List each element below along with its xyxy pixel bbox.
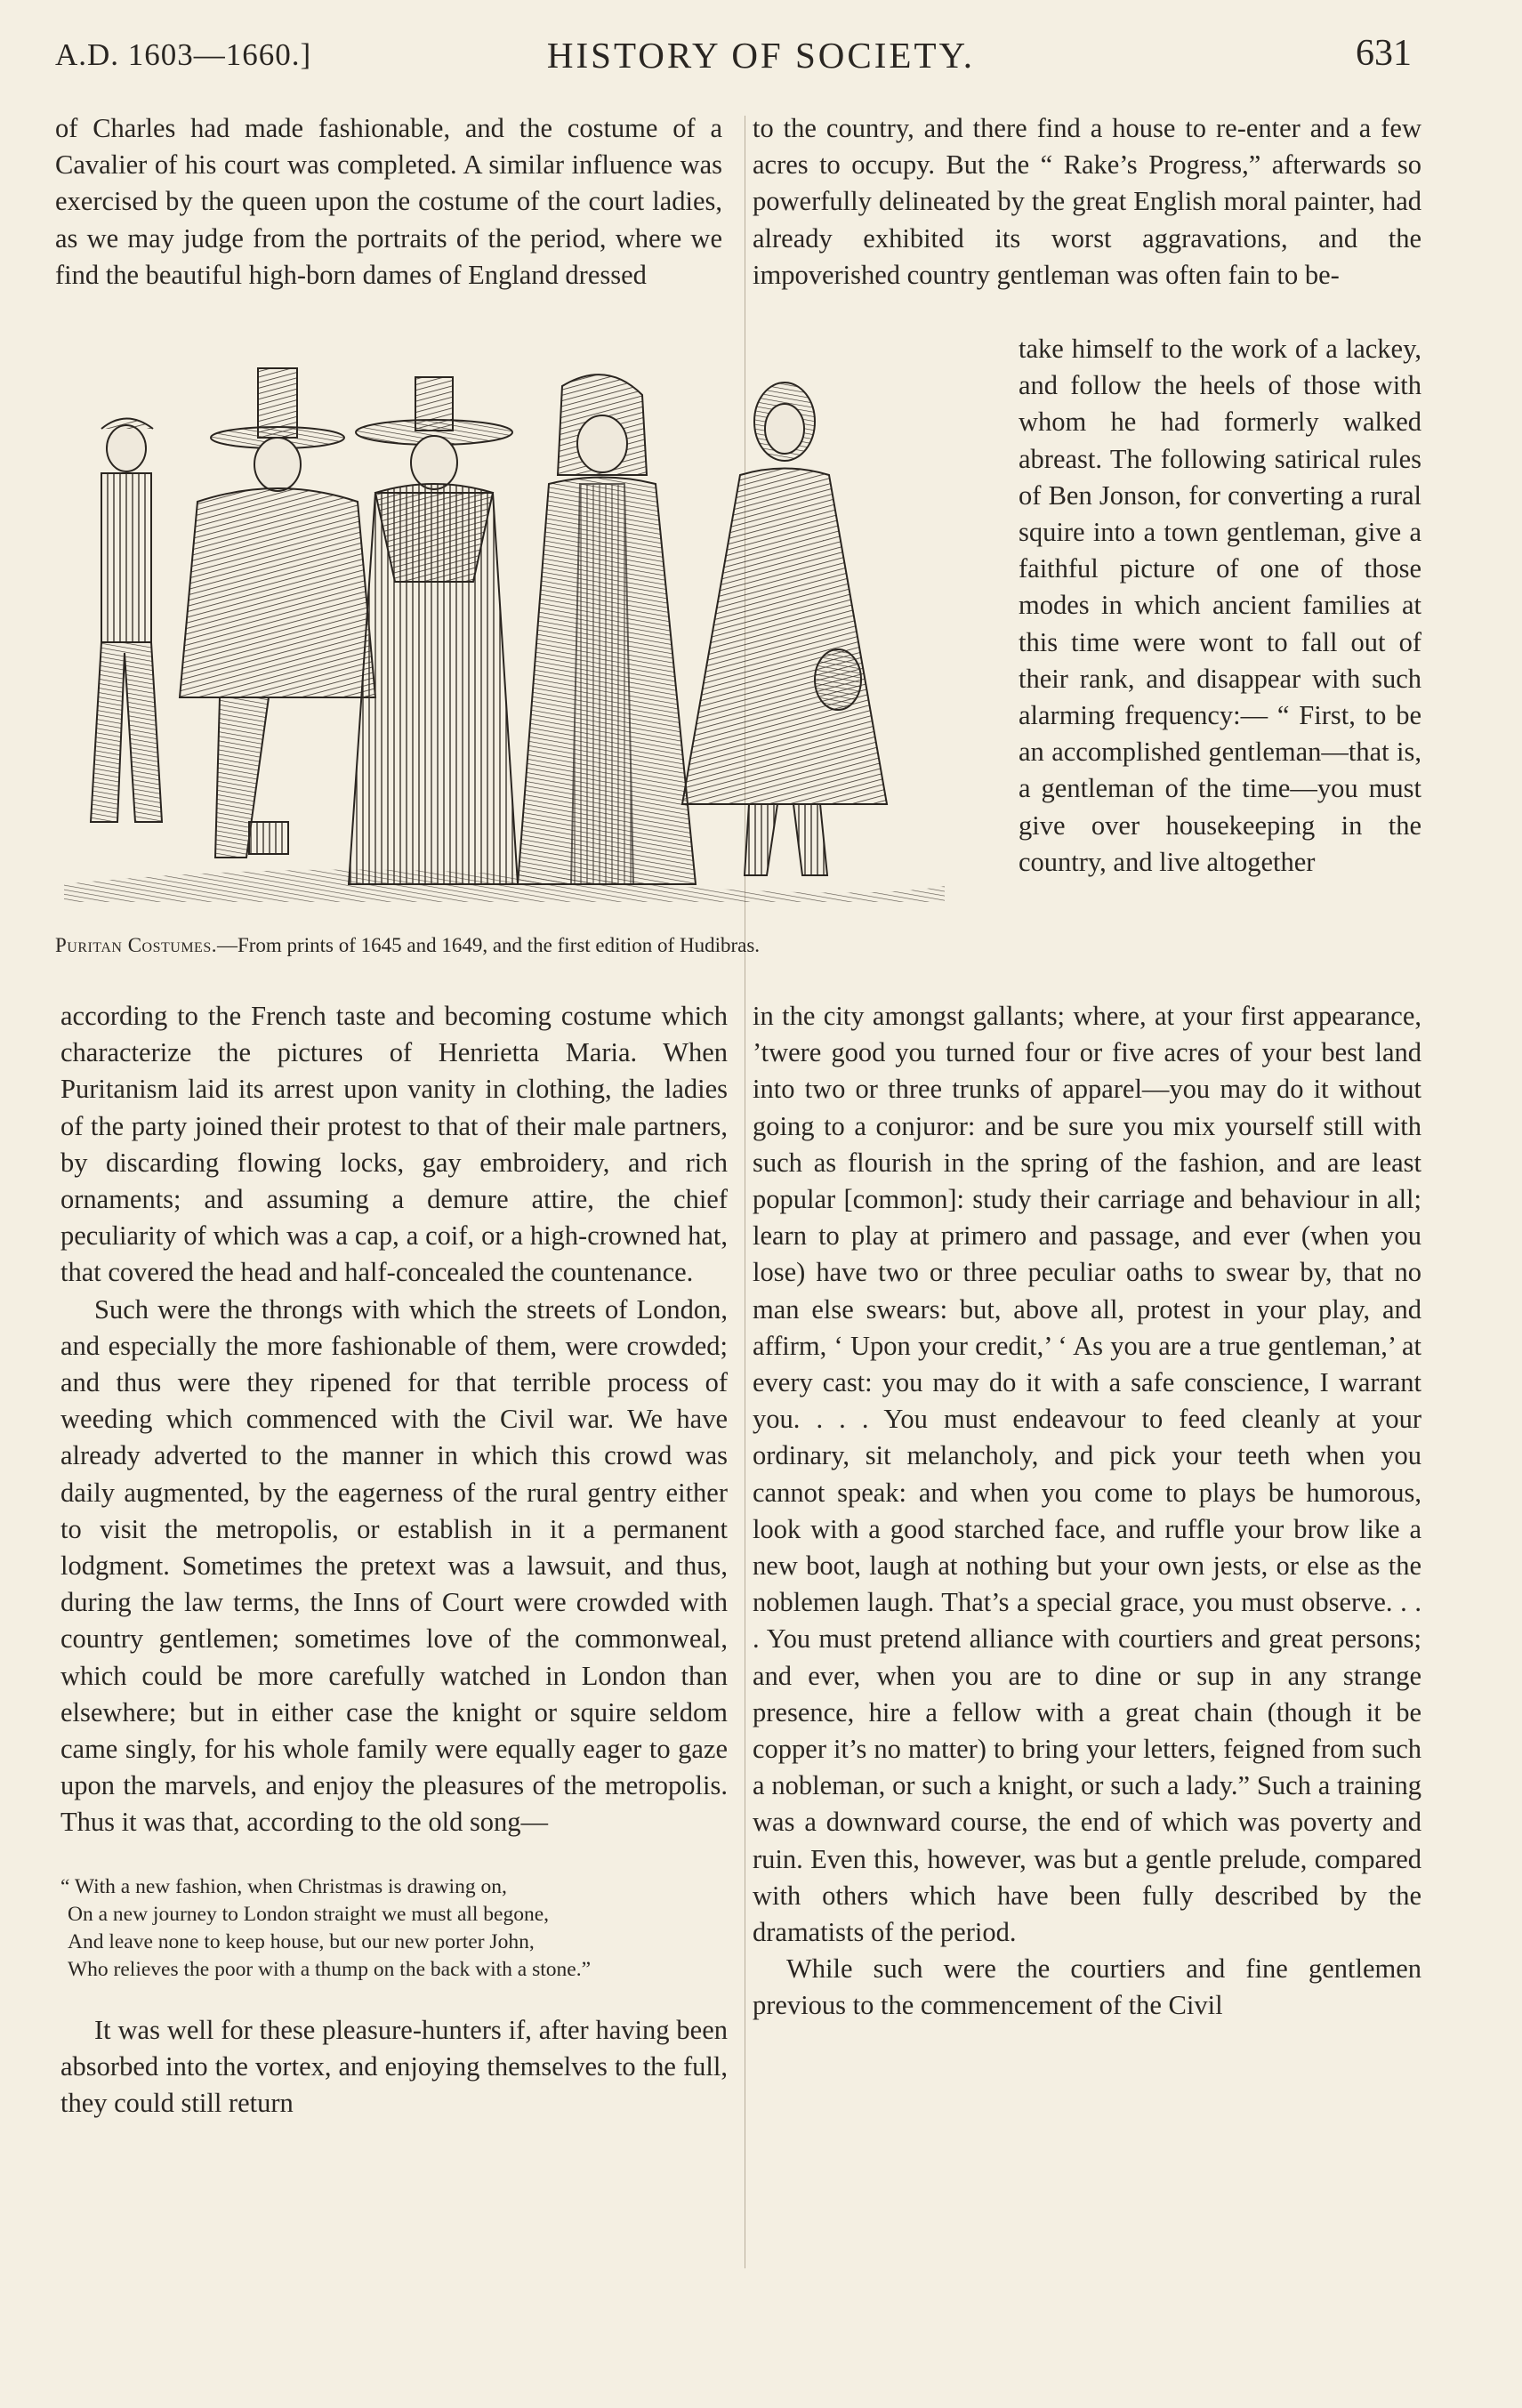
paragraph: according to the French taste and becoming costume which characterize the pictures of Henrietta Maria. When Puritanism laid its arrest upon vanity in clothing, the ladies of the party joined their protest to that of their male partners, by discarding flowing locks, gay embroidery, and rich ornaments; and assuming a demure attire, the chief peculiarity of which was a cap, a coif, or a high-crowned hat, that covered the head and half-concealed the countenance.: [60, 1001, 728, 1288]
puritan-costumes-engraving: [55, 359, 998, 925]
paragraph: of Charles had made fashionable, and the costume of a Cavalier of his court was completed. A similar influence was exercised by the queen upon the costume of the court ladies, as we may judge from the portraits of the period, where we find the beautiful high-born dames of England dressed: [55, 113, 722, 290]
text-column-top-right: [753, 110, 1421, 294]
figure-man-long-coat: [682, 383, 887, 875]
text-column-bottom-left: [60, 998, 728, 2122]
figure-gentleman: [91, 419, 162, 823]
figure-lady-wide-hat: [349, 377, 518, 884]
quoted-song: [60, 1873, 728, 1984]
song-line: “ With a new fashion, when Christmas is drawing on,: [60, 1874, 507, 1898]
header-years: A.D. 1603—1660.]: [55, 37, 312, 72]
paragraph: to the country, and there find a house to re-enter and a few acres to occupy. But the “ Rake’s Progress,” afterwards so powerfully delineated by the great English moral painter, had already exhibited its worst aggravations, and the impoverished country gentleman was often fain to be-: [753, 113, 1421, 290]
paragraph: take himself to the work of a lackey, and follow the heels of those with whom he had formerly walked abreast. The following satirical rules of Ben Jonson, for converting a rural squire into a town gentleman, give a faithful picture of one of those modes in which ancient families at this time were wont to fall out of their rank, and disappear with such alarming frequency:— “ First, to be an accomplished gentleman—that is, a gentleman of the time—you must give over housekeeping in the country, and live altogether: [1019, 334, 1421, 877]
text-column-bottom-right: [753, 998, 1421, 2025]
song-line: And leave none to keep house, but our new porter John,: [68, 1929, 535, 1953]
text-column-top-left: [55, 110, 722, 294]
text-column-beside-figure: [1019, 331, 1421, 881]
paragraph: in the city amongst gallants; where, at your first appearance, ’twere good you turned four or five acres of your best land into two or three trunks of apparel—you may do it without going to a conjuror: and be sure you mix yourself still with such as flourish in the spring of the fashion, and are least popular [common]: study their carriage and behaviour in all; learn to play at primero and passage, and ever (when you lose) have two or three peculiar oaths to swear by, that no man else swears: but, above all, protest in your play, and affirm, ‘ Upon your credit,’ ‘ As you are a true gentleman,’ at every cast: you may do it with a safe conscience, I warrant you. . . . You must endeavour to feed cleanly at your ordinary, sit melancholy, and pick your teeth when you cannot speak: and when you come to plays be humorous, look with a good starched face, and ruffle your brow like a new boot, laugh at nothing but your own jests, or else as the noblemen laugh. That’s a special grace, you must observe. . . . You must pretend alliance with courtiers and great persons; and ever, when you are to dine or sup in any strange presence, hire a fellow with a great chain (though it be copper it’s no matter) to bring your letters, feigned from such a nobleman, or such a knight, or such a lady.” Such a training was a downward course, the end of which was poverty and ruin. Even this, however, was but a gentle prelude, compared with others which have been fully described by the dramatists of the period.: [753, 1001, 1421, 1948]
page-header: [0, 30, 1522, 84]
figure-caption: [55, 934, 998, 957]
running-title: HISTORY OF SOCIETY.: [546, 35, 976, 76]
paragraph: It was well for these pleasure-hunters if, after having been absorbed into the vortex, and enjoying themselves to the full, they could still return: [60, 2014, 728, 2119]
paragraph: Such were the throngs with which the streets of London, and especially the more fashionable of them, were crowded; and thus were they ripened for that terrible process of weeding which commenced with the Civil war. We have already adverted to the manner in which this crowd was daily augmented, by the eagerness of the rural gentry either to visit the metropolis, or establish in it a permanent lodgment. Sometimes the pretext was a lawsuit, and thus, during the law terms, the Inns of Court were crowded with country gentlemen; sometimes love of the commonweal, which could be more carefully watched in London than elsewhere; but in either case the knight or squire seldom came singly, for his whole family were equally eager to gaze upon the marvels, and enjoy the pleasures of the metropolis. Thus it was that, according to the old song—: [60, 1293, 728, 1838]
engraving-illustration: [55, 359, 998, 925]
paragraph: While such were the courtiers and fine gentlemen previous to the commencement of the Civil: [753, 1953, 1421, 2021]
caption-text: —From prints of 1645 and 1649, and the first edition of Hudibras.: [216, 934, 761, 956]
figure-puritan-man: [180, 368, 375, 858]
page-number: 631: [1356, 33, 1412, 74]
figure-lady-hood: [518, 374, 696, 884]
song-line: On a new journey to London straight we must all begone,: [68, 1902, 550, 1926]
song-line: Who relieves the poor with a thump on the back with a stone.”: [68, 1957, 591, 1981]
caption-title: Puritan Costumes.: [55, 934, 217, 956]
